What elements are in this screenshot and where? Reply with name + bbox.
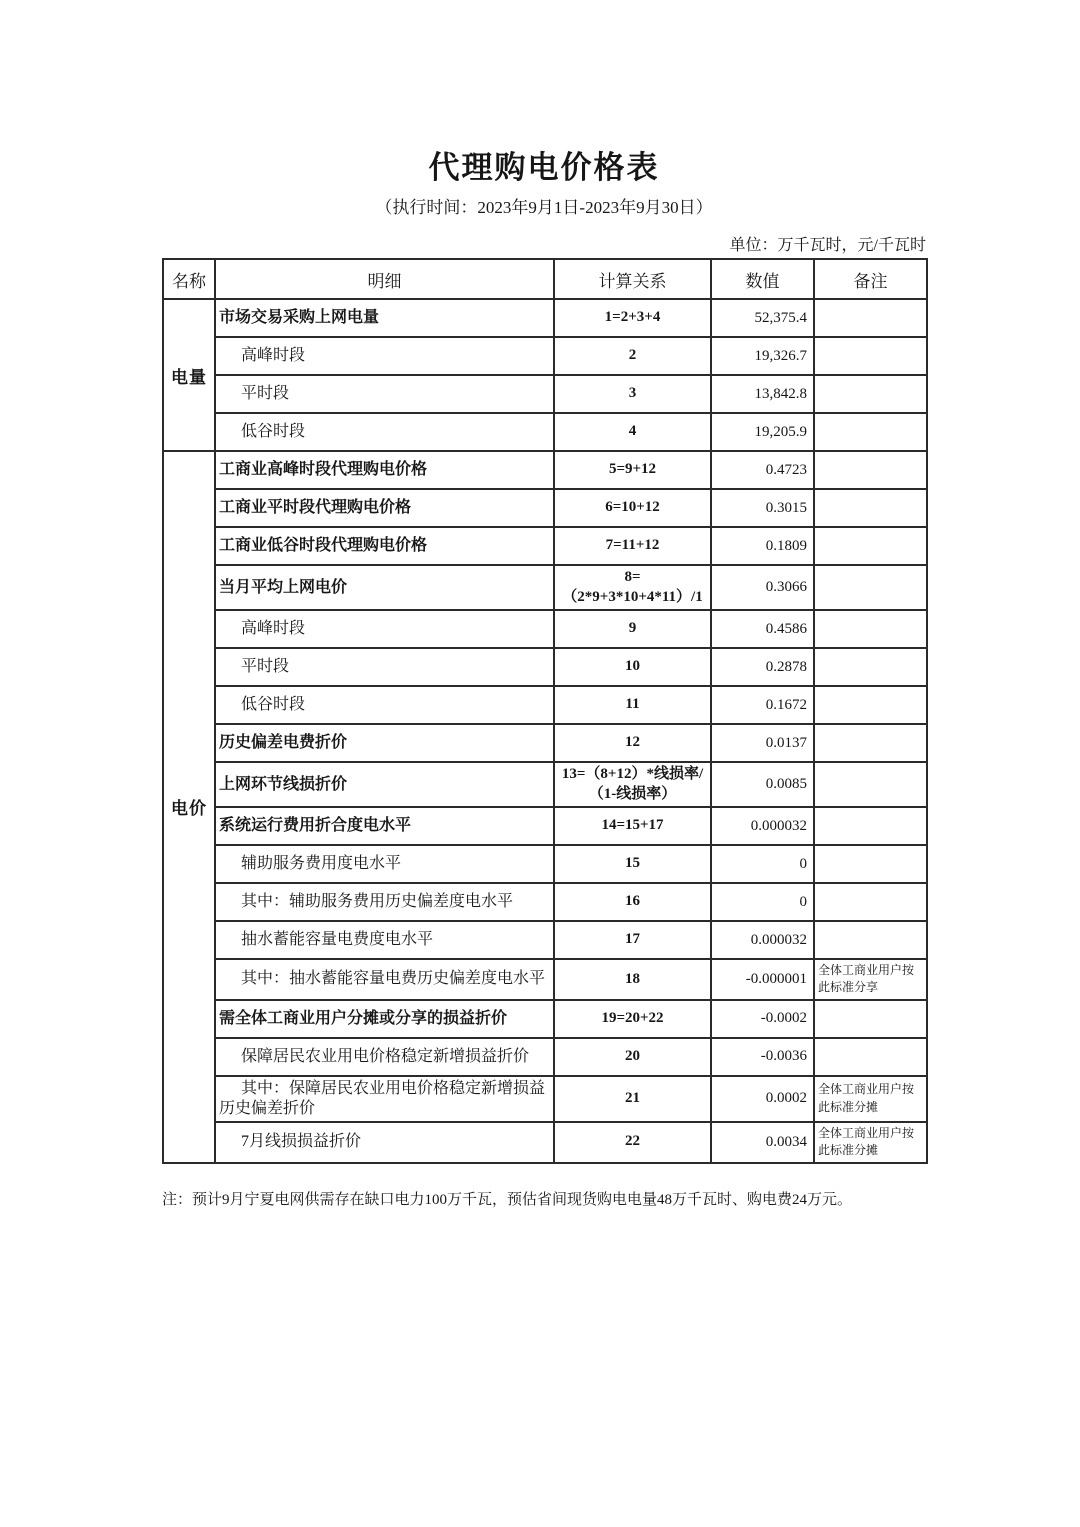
- remark-cell: [814, 337, 927, 375]
- calc-cell: 15: [554, 845, 711, 883]
- calc-cell: 22: [554, 1122, 711, 1163]
- calc-cell: 2: [554, 337, 711, 375]
- value-cell: 0.3066: [711, 565, 814, 610]
- group-label-cell: 电量: [163, 299, 215, 451]
- value-cell: 0.4586: [711, 610, 814, 648]
- document-sheet: [162, 0, 926, 1209]
- calc-cell: 14=15+17: [554, 807, 711, 845]
- detail-cell: 工商业高峰时段代理购电价格: [215, 451, 554, 489]
- value-cell: 0.1672: [711, 686, 814, 724]
- remark-cell: [814, 724, 927, 762]
- page-title: 代理购电价格表: [428, 150, 660, 185]
- header-row: [163, 259, 927, 299]
- calc-cell: 1=2+3+4: [554, 299, 711, 337]
- column-header: 明细: [215, 259, 554, 299]
- table-row: [163, 1122, 927, 1163]
- column-header: 备注: [814, 259, 927, 299]
- table-row: [163, 724, 927, 762]
- value-cell: 0.0137: [711, 724, 814, 762]
- calc-cell: 13=（8+12）*线损率/（1-线损率）: [554, 762, 711, 807]
- detail-cell: 其中：抽水蓄能容量电费历史偏差度电水平: [215, 959, 554, 1000]
- value-cell: 0: [711, 845, 814, 883]
- table-row: [163, 1000, 927, 1038]
- detail-cell: 高峰时段: [215, 337, 554, 375]
- remark-cell: 全体工商业用户按此标准分享: [814, 959, 927, 1000]
- remark-cell: [814, 1000, 927, 1038]
- detail-cell: 辅助服务费用度电水平: [215, 845, 554, 883]
- table-row: [163, 610, 927, 648]
- calc-cell: 10: [554, 648, 711, 686]
- remark-cell: [814, 1038, 927, 1076]
- value-cell: -0.0002: [711, 1000, 814, 1038]
- calc-cell: 19=20+22: [554, 1000, 711, 1038]
- table-row: [163, 489, 927, 527]
- remark-cell: [814, 807, 927, 845]
- table-row: [163, 1038, 927, 1076]
- remark-cell: [814, 299, 927, 337]
- table-row: [163, 413, 927, 451]
- table-row: [163, 527, 927, 565]
- remark-cell: 全体工商业用户按此标准分摊: [814, 1122, 927, 1163]
- table-row: [163, 762, 927, 807]
- calc-cell: 18: [554, 959, 711, 1000]
- value-cell: 0.0002: [711, 1076, 814, 1122]
- table-row: [163, 337, 927, 375]
- footnote: 注：预计9月宁夏电网供需存在缺口电力100万千瓦，预估省间现货购电电量48万千瓦时、购电费24万元。: [162, 1191, 853, 1208]
- price-table: [162, 258, 928, 1164]
- value-cell: 0.1809: [711, 527, 814, 565]
- calc-cell: 17: [554, 921, 711, 959]
- value-cell: 52,375.4: [711, 299, 814, 337]
- detail-cell: 其中：辅助服务费用历史偏差度电水平: [215, 883, 554, 921]
- value-cell: 0.000032: [711, 807, 814, 845]
- remark-cell: [814, 883, 927, 921]
- detail-cell: 抽水蓄能容量电费度电水平: [215, 921, 554, 959]
- table-row: [163, 648, 927, 686]
- calc-cell: 6=10+12: [554, 489, 711, 527]
- remark-cell: [814, 413, 927, 451]
- table-row: [163, 565, 927, 610]
- value-cell: -0.000001: [711, 959, 814, 1000]
- price-table-body: [163, 299, 927, 1163]
- price-table-header: [163, 259, 927, 299]
- detail-cell: 低谷时段: [215, 413, 554, 451]
- table-row: [163, 375, 927, 413]
- detail-cell: 平时段: [215, 648, 554, 686]
- detail-cell: 工商业平时段代理购电价格: [215, 489, 554, 527]
- calc-cell: 9: [554, 610, 711, 648]
- group-label-cell: 电价: [163, 451, 215, 1163]
- value-cell: 0.2878: [711, 648, 814, 686]
- calc-cell: 21: [554, 1076, 711, 1122]
- remark-cell: [814, 527, 927, 565]
- column-header: 数值: [711, 259, 814, 299]
- detail-cell: 工商业低谷时段代理购电价格: [215, 527, 554, 565]
- detail-cell: 其中：保障居民农业用电价格稳定新增损益历史偏差折价: [215, 1076, 554, 1122]
- remark-cell: [814, 451, 927, 489]
- calc-cell: 8=（2*9+3*10+4*11）/1: [554, 565, 711, 610]
- table-row: [163, 1076, 927, 1122]
- detail-cell: 当月平均上网电价: [215, 565, 554, 610]
- remark-cell: [814, 489, 927, 527]
- table-row: [163, 883, 927, 921]
- detail-cell: 低谷时段: [215, 686, 554, 724]
- detail-cell: 上网环节线损折价: [215, 762, 554, 807]
- remark-cell: [814, 762, 927, 807]
- value-cell: -0.0036: [711, 1038, 814, 1076]
- remark-cell: [814, 921, 927, 959]
- table-row: [163, 959, 927, 1000]
- detail-cell: 7月线损损益折价: [215, 1122, 554, 1163]
- value-cell: 13,842.8: [711, 375, 814, 413]
- column-header: 名称: [163, 259, 215, 299]
- calc-cell: 3: [554, 375, 711, 413]
- remark-cell: [814, 648, 927, 686]
- unit-note: 单位：万千瓦时，元/千瓦时: [729, 237, 926, 254]
- calc-cell: 5=9+12: [554, 451, 711, 489]
- table-row: [163, 845, 927, 883]
- detail-cell: 市场交易采购上网电量: [215, 299, 554, 337]
- detail-cell: 历史偏差电费折价: [215, 724, 554, 762]
- calc-cell: 20: [554, 1038, 711, 1076]
- calc-cell: 16: [554, 883, 711, 921]
- table-row: [163, 299, 927, 337]
- table-row: [163, 451, 927, 489]
- calc-cell: 7=11+12: [554, 527, 711, 565]
- table-row: [163, 807, 927, 845]
- value-cell: 0.0085: [711, 762, 814, 807]
- calc-cell: 11: [554, 686, 711, 724]
- remark-cell: 全体工商业用户按此标准分摊: [814, 1076, 927, 1122]
- detail-cell: 保障居民农业用电价格稳定新增损益折价: [215, 1038, 554, 1076]
- page-subtitle: （执行时间：2023年9月1日-2023年9月30日）: [375, 198, 713, 217]
- value-cell: 0.3015: [711, 489, 814, 527]
- remark-cell: [814, 686, 927, 724]
- table-row: [163, 686, 927, 724]
- remark-cell: [814, 845, 927, 883]
- detail-cell: 系统运行费用折合度电水平: [215, 807, 554, 845]
- detail-cell: 需全体工商业用户分摊或分享的损益折价: [215, 1000, 554, 1038]
- value-cell: 0: [711, 883, 814, 921]
- value-cell: 0.000032: [711, 921, 814, 959]
- remark-cell: [814, 565, 927, 610]
- table-row: [163, 921, 927, 959]
- value-cell: 19,205.9: [711, 413, 814, 451]
- calc-cell: 12: [554, 724, 711, 762]
- detail-cell: 高峰时段: [215, 610, 554, 648]
- remark-cell: [814, 375, 927, 413]
- value-cell: 0.4723: [711, 451, 814, 489]
- calc-cell: 4: [554, 413, 711, 451]
- remark-cell: [814, 610, 927, 648]
- value-cell: 19,326.7: [711, 337, 814, 375]
- value-cell: 0.0034: [711, 1122, 814, 1163]
- column-header: 计算关系: [554, 259, 711, 299]
- detail-cell: 平时段: [215, 375, 554, 413]
